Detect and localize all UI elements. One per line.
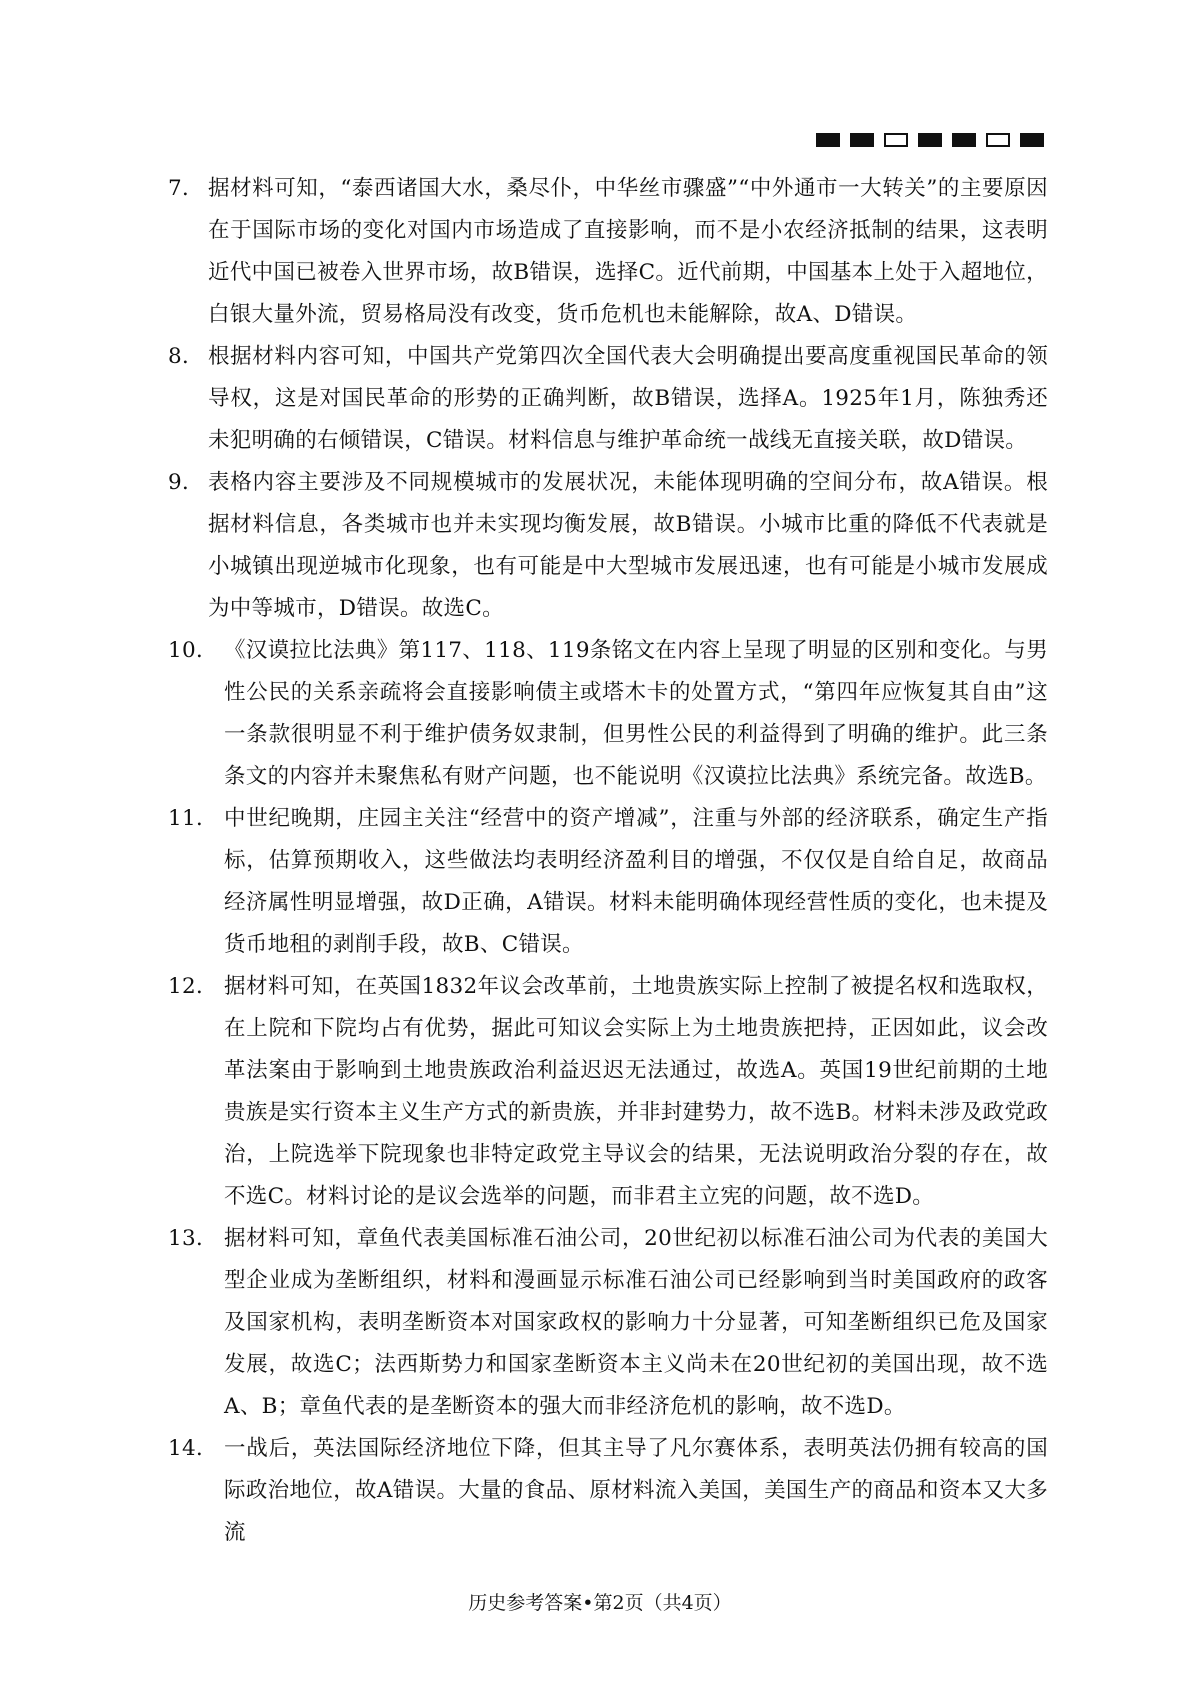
page-footer: 历史参考答案•第2页（共4页） [468,1592,732,1614]
answer-item [168,630,1048,798]
answer-text: 根据材料内容可知，中国共产党第四次全国代表大会明确提出要高度重视国民革命的领导权，这是对国民革命的形势的正确判断，故B错误，选择A。1925年1月，陈独秀还未犯明确的右倾错误，C错误。材料信息与维护革命统一战线无直接关联，故D错误。 [208,344,1048,453]
header-mark [816,133,840,147]
answer-item [168,1218,1048,1428]
answer-number: 7． [168,176,204,201]
answer-number: 8． [168,344,204,369]
answer-text: 表格内容主要涉及不同规模城市的发展状况，未能体现明确的空间分布，故A错误。根据材料信息，各类城市也并未实现均衡发展，故B错误。小城市比重的降低不代表就是小城镇出现逆城市化现象，也有可能是中大型城市发展迅速，也有可能是小城市发展成为中等城市，D错误。故选C。 [208,470,1048,621]
answer-item [168,168,1048,336]
answer-number: 9． [168,470,204,495]
answer-item [168,462,1048,630]
answer-text: 据材料可知，在英国1832年议会改革前，土地贵族实际上控制了被提名权和选取权，在上院和下院均占有优势，据此可知议会实际上为土地贵族把持，正因如此，议会改革法案由于影响到土地贵族政治利益迟迟无法通过，故选A。英国19世纪前期的土地贵族是实行资本主义生产方式的新贵族，并非封建势力，故不选B。材料未涉及政党政治，上院选举下院现象也非特定政党主导议会的结果，无法说明政治分裂的存在，故不选C。材料讨论的是议会选举的问题，而非君主立宪的问题，故不选D。 [224,974,1048,1209]
answer-item [168,336,1048,462]
answer-text: 一战后，英法国际经济地位下降，但其主导了凡尔赛体系，表明英法仍拥有较高的国际政治地位，故A错误。大量的食品、原材料流入美国，美国生产的商品和资本又大多流 [224,1436,1048,1545]
answer-item [168,1428,1048,1554]
header-mark [918,133,942,147]
header-mark [986,133,1010,147]
answer-number: 13． [168,1226,218,1251]
answer-list [168,168,1048,1554]
header-mark [952,133,976,147]
header-mark [1020,133,1044,147]
answer-number: 11． [168,806,218,831]
answer-number: 12． [168,974,218,999]
answer-number: 10． [168,638,218,663]
answer-item [168,798,1048,966]
answer-number: 14． [168,1436,218,1461]
answer-text: 据材料可知，“泰西诸国大水，桑尽仆，中华丝市骤盛”“中外通市一大转关”的主要原因在于国际市场的变化对国内市场造成了直接影响，而不是小农经济抵制的结果，这表明近代中国已被卷入世界市场，故B错误，选择C。近代前期，中国基本上处于入超地位，白银大量外流，贸易格局没有改变，货币危机也未能解除，故A、D错误。 [208,176,1048,327]
answer-text: 《汉谟拉比法典》第117、118、119条铭文在内容上呈现了明显的区别和变化。与男性公民的关系亲疏将会直接影响债主或塔木卡的处置方式，“第四年应恢复其自由”这一条款很明显不利于维护债务奴隶制，但男性公民的利益得到了明确的维护。此三条条文的内容并未聚焦私有财产问题，也不能说明《汉谟拉比法典》系统完备。故选B。 [224,638,1048,789]
answer-text: 据材料可知，章鱼代表美国标准石油公司，20世纪初以标准石油公司为代表的美国大型企业成为垄断组织，材料和漫画显示标准石油公司已经影响到当时美国政府的政客及国家机构，表明垄断资本对国家政权的影响力十分显著，可知垄断组织已危及国家发展，故选C；法西斯势力和国家垄断资本主义尚未在20世纪初的美国出现，故不选A、B；章鱼代表的是垄断资本的强大而非经济危机的影响，故不选D。 [224,1226,1048,1419]
answer-text: 中世纪晚期，庄园主关注“经营中的资产增减”，注重与外部的经济联系，确定生产指标，估算预期收入，这些做法均表明经济盈利目的增强，不仅仅是自给自足，故商品经济属性明显增强，故D正确，A错误。材料未能明确体现经营性质的变化，也未提及货币地租的剥削手段，故B、C错误。 [224,806,1048,957]
answer-item [168,966,1048,1218]
header-marks [816,133,1044,147]
header-mark [850,133,874,147]
header-mark [884,133,908,147]
